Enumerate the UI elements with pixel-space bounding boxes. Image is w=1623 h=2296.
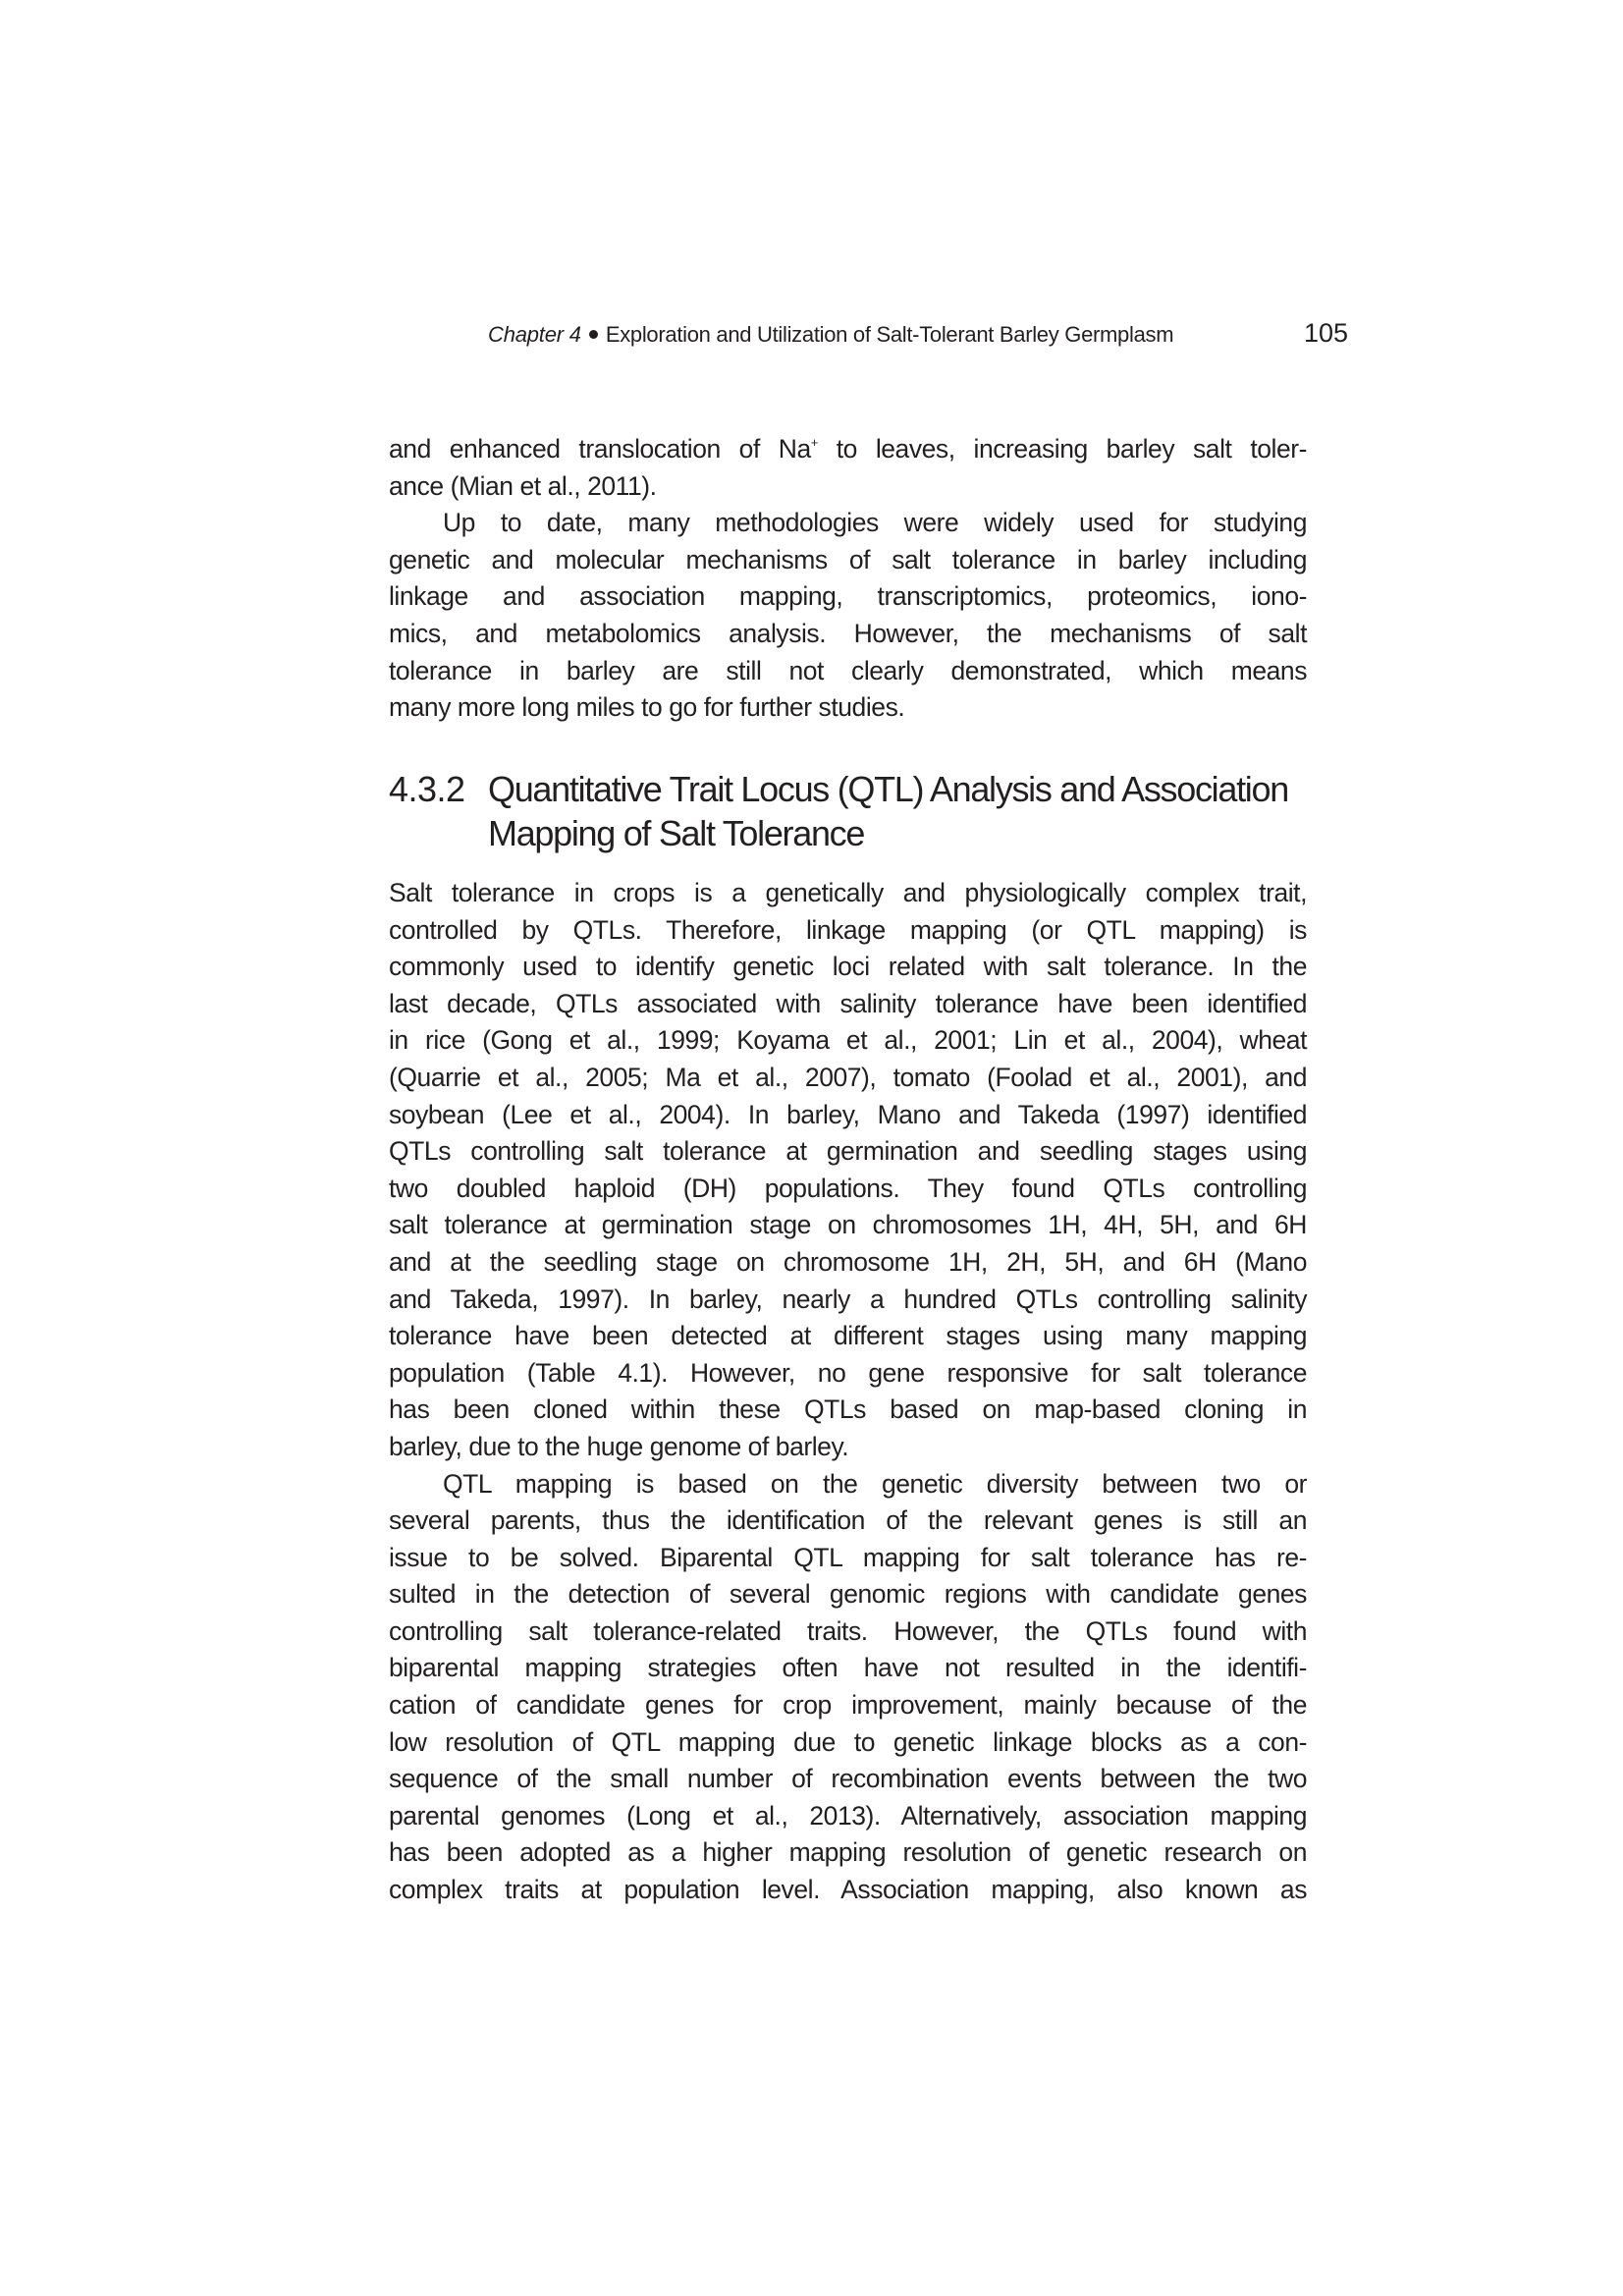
intro-paragraph-1 <box>389 431 1307 505</box>
text-line: several parents, thus the identification of the relevant genes is still an <box>389 1505 1307 1536</box>
text-line: tolerance in barley are still not clearly demonstrated, which means <box>389 655 1307 685</box>
text-line: has been cloned within these QTLs based on map-based cloning in <box>389 1394 1307 1425</box>
text-fragment: and enhanced translocation of Na <box>389 434 811 464</box>
section-heading <box>389 767 1312 855</box>
text-line: sequence of the small number of recombination events between the two <box>389 1764 1307 1794</box>
text-line: linkage and association mapping, transcriptomics, proteomics, iono- <box>389 581 1307 612</box>
text-line: two doubled haploid (DH) populations. They found QTLs controlling <box>389 1173 1307 1203</box>
text-line: commonly used to identify genetic loci related with salt tolerance. In the <box>389 952 1307 982</box>
text-line: barley, due to the huge genome of barley. <box>389 1431 849 1461</box>
text-line: tolerance have been detected at different stages using many mapping <box>389 1321 1307 1351</box>
text-line: QTL mapping is based on the genetic diversity between two or <box>443 1468 1307 1499</box>
text-line: in rice (Gong et al., 1999; Koyama et al., 2001; Lin et al., 2004), wheat <box>389 1025 1307 1056</box>
text-line: has been adopted as a higher mapping resolution of genetic research on <box>389 1837 1307 1868</box>
section-title-line: Quantitative Trait Locus (QTL) Analysis and Association <box>488 769 1288 809</box>
section-paragraph-2 <box>389 1466 1307 1909</box>
page-number: 105 <box>1303 318 1348 348</box>
section-body <box>389 875 1307 1909</box>
text-line: controlling salt tolerance-related traits. However, the QTLs found with <box>389 1615 1307 1646</box>
intro-paragraph-2 <box>389 505 1307 727</box>
text-line: last decade, QTLs associated with salinity tolerance have been identified <box>389 988 1307 1018</box>
text-line: and Takeda, 1997). In barley, nearly a hundred QTLs controlling salinity <box>389 1284 1307 1314</box>
text-fragment: to leaves, increasing barley salt toler- <box>817 434 1307 464</box>
text-line: soybean (Lee et al., 2004). In barley, Mano and Takeda (1997) identified <box>389 1099 1307 1129</box>
intro-text <box>389 431 1307 727</box>
text-line: and at the seedling stage on chromosome 1H, 2H, 5H, and 6H (Mano <box>389 1246 1307 1277</box>
section-paragraph-1 <box>389 875 1307 1466</box>
chapter-label: Chapter 4 <box>488 322 581 347</box>
text-line: mics, and metabolomics analysis. However, the mechanisms of salt <box>389 618 1307 648</box>
bullet-icon <box>589 330 598 339</box>
text-line: many more long miles to go for further studies. <box>389 692 905 723</box>
text-line: ance (Mian et al., 2011). <box>389 470 657 501</box>
text-line: sulted in the detection of several genomic regions with candidate genes <box>389 1579 1307 1610</box>
running-title: Exploration and Utilization of Salt-Tolerant Barley Germplasm <box>605 322 1174 347</box>
text-line: population (Table 4.1). However, no gene responsive for salt tolerance <box>389 1357 1307 1388</box>
text-line: complex traits at population level. Association mapping, also known as <box>389 1875 1307 1905</box>
superscript-plus: + <box>810 435 818 450</box>
text-line: cation of candidate genes for crop improvement, mainly because of the <box>389 1690 1307 1721</box>
text-line: parental genomes (Long et al., 2013). Alternatively, association mapping <box>389 1800 1307 1831</box>
section-title-line: Mapping of Salt Tolerance <box>488 813 865 853</box>
text-line: salt tolerance at germination stage on chromosomes 1H, 4H, 5H, and 6H <box>389 1210 1307 1240</box>
section-number: 4.3.2 <box>389 769 465 809</box>
text-line: (Quarrie et al., 2005; Ma et al., 2007), tomato (Foolad et al., 2001), and <box>389 1062 1307 1092</box>
text-line <box>389 431 1307 468</box>
text-line: QTLs controlling salt tolerance at germination and seedling stages using <box>389 1136 1307 1167</box>
text-line: Salt tolerance in crops is a genetically and physiologically complex trait, <box>389 878 1307 907</box>
text-line: issue to be solved. Biparental QTL mapping for salt tolerance has re- <box>389 1542 1307 1572</box>
text-line: controlled by QTLs. Therefore, linkage mapping (or QTL mapping) is <box>389 914 1307 945</box>
text-line: genetic and molecular mechanisms of salt tolerance in barley including <box>389 544 1307 574</box>
text-line: Up to date, many methodologies were widely used for studying <box>443 508 1307 538</box>
text-line: biparental mapping strategies often have not resulted in the identifi- <box>389 1653 1307 1683</box>
running-header <box>488 320 1352 350</box>
text-line: low resolution of QTL mapping due to genetic linkage blocks as a con- <box>389 1726 1307 1757</box>
